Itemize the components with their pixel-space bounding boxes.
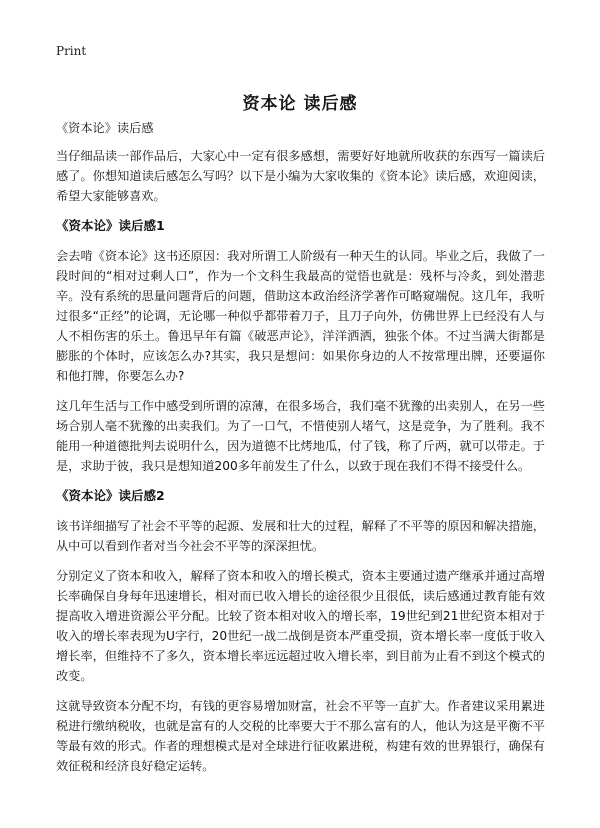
intro-paragraph: 当仔细品读一部作品后，大家心中一定有很多感想，需要好好地就所收获的东西写一篇读后感了。你想知道读后感怎么写吗？以下是小编为大家收集的《资本论》读后感，欢迎阅读，希望大家能够喜欢。	[56, 149, 545, 203]
section-2-paragraph-3: 这就导致资本分配不均，有钱的更容易增加财富，社会不平等一直扩大。作者建议采用累进税进行缴纳税收，也就是富有的人交税的比率要大于不那么富有的人，他认为这是平衡不平等最有效的形式。作者的理想模式是对全球进行征收累进税，构建有效的世界银行，确保有效征税和经济良好稳定运转。	[56, 699, 545, 773]
print-link[interactable]: Print	[56, 44, 87, 58]
article-subtitle: 《资本论》读后感	[56, 121, 154, 135]
section-2-heading: 《资本论》读后感2	[56, 488, 165, 503]
section-1-paragraph-2: 这几年生活与工作中感受到所谓的凉薄，在很多场合，我们毫不犹豫的出卖别人，在另一些场合别人毫不犹豫的出卖我们。为了一口气，不惜使别人堵气，这是竞争，为了胜利。我不能用一种道德批判去说明什么，因为道德不比烤地瓜，付了钱，称了斤两，就可以带走。于是，求助于彼，我只是想知道200多年前发生了什么，以致于现在我们不得不接受什么。	[56, 399, 545, 473]
article-body	[56, 118, 545, 786]
section-1-paragraph-1: 会去啃《资本论》这书还原因：我对所谓工人阶级有一种天生的认同。毕业之后，我做了一段时间的“相对过剩人口”，作为一个文科生我最高的觉悟也就是：残杯与冷炙，到处潜悲辛。没有系统的思量问题背后的问题，借助这本政治经济学著作可略窥端倪。这几年，我听过很多“正经”的论调，无论哪一种似乎都带着刀子，且刀子向外，仿佛世界上已经没有人与人不相伤害的乐土。鲁迅早年有篇《破恶声论》，洋洋洒洒，独张个体。不过当满大街都是膨胀的个体时，应该怎么办?其实，我只是想问：如果你身边的人不按常理出牌，还要逼你和他打牌，你要怎么办?	[56, 249, 545, 383]
section-1-heading: 《资本论》读后感1	[56, 218, 165, 233]
page-title: 资本论 读后感	[242, 94, 358, 115]
section-2-paragraph-2: 分别定义了资本和收入，解释了资本和收入的增长模式，资本主要通过遗产继承并通过高增长率确保自身每年迅速增长，相对而已收入增长的途径很少且很低，读后感通过教育能有效提高收入增进资源公平分配。比较了资本相对收入的增长率，19世纪到21世纪资本相对于收入的增长率表现为U字行，20世纪一战二战倒是资本严重受损，资本增长率一度低于收入增长率，但维持不了多久，资本增长率远远超过收入增长率，到目前为止看不到这个模式的改变。	[56, 569, 546, 683]
section-2-paragraph-1: 该书详细描写了社会不平等的起源、发展和壮大的过程，解释了不平等的原因和解决措施，从中可以看到作者对当今社会不平等的深深担忧。	[56, 519, 545, 553]
